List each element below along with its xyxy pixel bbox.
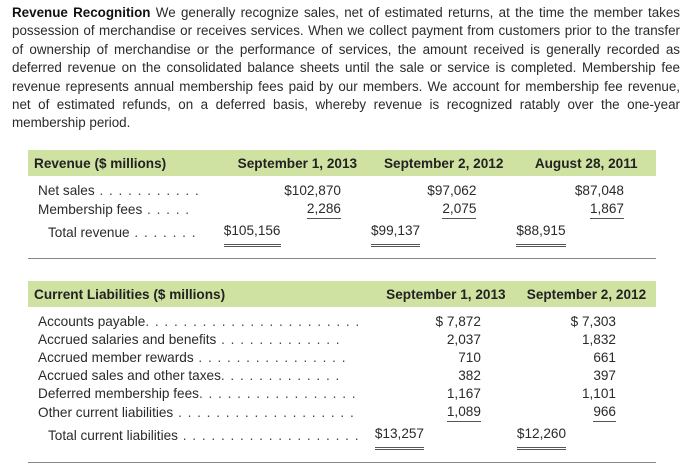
table-row: Accrued member rewards . . . . . . . . . . . . . . . . 710 661: [28, 349, 656, 367]
table-row: Accrued sales and other taxes. . . . . . . . . . . . . 382 397: [28, 367, 656, 385]
table-divider: [28, 462, 656, 463]
row-label: Accounts payable: [38, 314, 146, 329]
row-label: Accrued salaries and benefits: [38, 332, 217, 347]
liabilities-table-title: Current Liabilities ($ millions): [28, 281, 375, 307]
table-row: Other current liabilities . . . . . . . . . . . . . . . . . . . 1,089 966: [28, 403, 656, 422]
cell-value: $97,062: [427, 183, 477, 198]
cell-value: 710: [458, 350, 481, 365]
paragraph-heading: Revenue Recognition: [12, 5, 151, 20]
row-label: Total current liabilities: [48, 428, 178, 443]
table-header-row: [28, 281, 656, 307]
column-header: August 28, 2011: [516, 150, 656, 176]
liabilities-table: [28, 281, 656, 450]
cell-value: $87,048: [574, 183, 624, 198]
table-divider: [28, 258, 656, 259]
table-row: Membership fees . . . . . 2,286 2,075 1,867: [28, 200, 656, 219]
row-label: Membership fees: [38, 201, 143, 217]
revenue-table-title: Revenue ($ millions): [28, 150, 224, 176]
cell-value: 2,286: [307, 200, 341, 219]
total-value: $105,156: [224, 219, 281, 247]
table-row: Deferred membership fees. . . . . . . . . . . . . . . . . 1,167 1,101: [28, 385, 656, 403]
paragraph-text: We generally recognize sales, net of estimated returns, at the time the member takes possession of merchandise or receives services. When we collect payment from customers prior to the transfer of ownership of merchandise or the performance of services, the amount received is generally recorded as deferred revenue on the consolidated balance sheets until the sale or service is completed. Membership fee revenue represents annual membership fees paid by our members. We account for membership fee revenue, net of estimated refunds, on a deferred basis, whereby revenue is recognized ratably over the one-year membership period.: [12, 5, 680, 131]
table-row: Net sales . . . . . . . . . . . $102,870 $97,062 $87,048: [28, 182, 656, 200]
cell-value: 382: [458, 368, 481, 383]
cell-value: 2,037: [446, 332, 481, 347]
row-label: Other current liabilities: [38, 404, 174, 420]
cell-value: 2,075: [442, 200, 476, 219]
cell-value: $102,870: [284, 183, 341, 198]
row-label: Accrued member rewards: [38, 350, 194, 365]
total-value: $13,257: [375, 422, 424, 450]
revenue-recognition-paragraph: [12, 4, 680, 133]
total-value: $88,915: [516, 219, 565, 247]
cell-value: 966: [593, 403, 616, 422]
cell-value: 1,867: [590, 200, 624, 219]
revenue-table: [28, 150, 656, 247]
cell-value: $ 7,872: [435, 314, 481, 329]
column-header: September 1, 2013: [375, 281, 517, 307]
cell-value: 397: [593, 368, 616, 383]
total-value: $12,260: [517, 422, 566, 450]
cell-value: 1,089: [447, 403, 481, 422]
row-label: Deferred membership fees: [38, 386, 199, 401]
column-header: September 1, 2013: [224, 150, 371, 176]
cell-value: $ 7,303: [570, 314, 616, 329]
row-label: Total revenue: [48, 225, 130, 240]
total-value: $99,137: [371, 219, 420, 247]
cell-value: 1,167: [446, 386, 481, 401]
table-header-row: [28, 150, 656, 176]
cell-value: 1,101: [581, 386, 616, 401]
column-header: September 2, 2012: [371, 150, 516, 176]
row-label: Net sales: [38, 183, 95, 198]
table-row: Accounts payable. . . . . . . . . . . . . . . . . . . . . . . $ 7,872 $ 7,303: [28, 313, 656, 331]
total-row: Total revenue . . . . . . . $105,156 $99,137 $88,915: [28, 219, 656, 247]
row-label: Accrued sales and other taxes: [38, 368, 221, 383]
table-row: Accrued salaries and benefits . . . . . . . . . . . . . 2,037 1,832: [28, 331, 656, 349]
total-row: Total current liabilities . . . . . . . . . . . . . . . . . . . $13,257 $12,260: [28, 422, 656, 450]
cell-value: 1,832: [581, 332, 616, 347]
column-header: September 2, 2012: [517, 281, 656, 307]
cell-value: 661: [593, 350, 616, 365]
